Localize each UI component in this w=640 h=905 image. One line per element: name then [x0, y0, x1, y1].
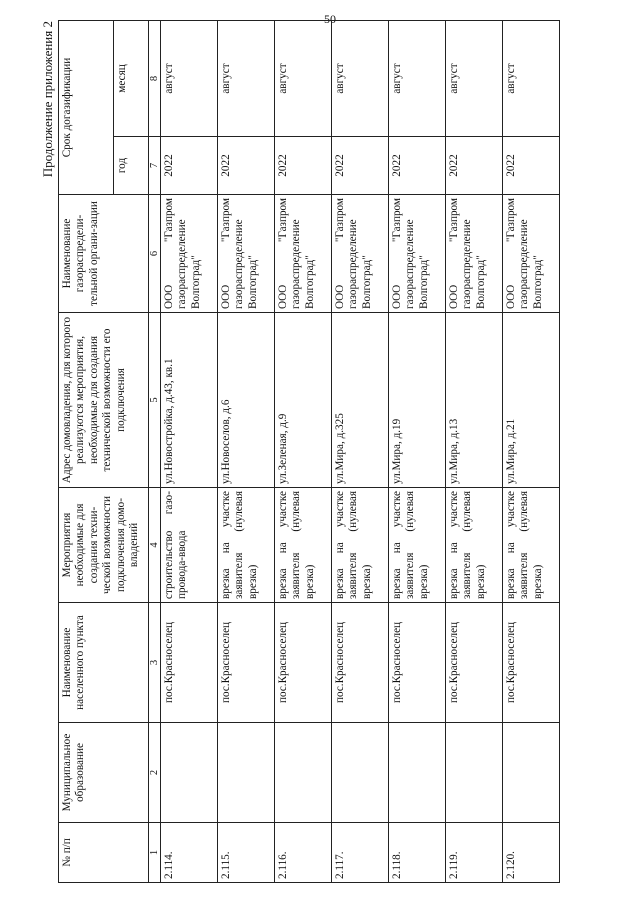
row-month: август [218, 21, 275, 137]
row-address: ул.Мира, д.325 [332, 313, 389, 488]
row-year: 2022 [389, 137, 446, 195]
row-org: ООО "Газпром газораспределение Волгоград" [218, 195, 275, 313]
row-settlement: пос.Красноселец [389, 603, 446, 723]
row-org: ООО "Газпром газораспределение Волгоград" [275, 195, 332, 313]
row-month: август [275, 21, 332, 137]
row-address: ул.Зеленая, д.9 [275, 313, 332, 488]
col-index: 3 [149, 603, 161, 723]
col-index: 2 [149, 723, 161, 823]
page-caption: Продолжение приложения 2 [40, 21, 55, 178]
row-number: 2.114. [161, 823, 218, 883]
row-year: 2022 [161, 137, 218, 195]
row-settlement: пос.Красноселец [275, 603, 332, 723]
row-measure: строительство газо-провода-ввода [161, 488, 218, 603]
page-number: 50 [324, 12, 336, 26]
row-number: 2.116. [275, 823, 332, 883]
row-number: 2.115. [218, 823, 275, 883]
row-municipality [275, 723, 332, 823]
row-org: ООО "Газпром газораспределение Волгоград" [503, 195, 560, 313]
table-row [446, 21, 503, 883]
row-month: август [389, 21, 446, 137]
row-municipality [161, 723, 218, 823]
header-settlement: Наименование населенного пункта [59, 603, 149, 723]
row-year: 2022 [446, 137, 503, 195]
col-index: 7 [149, 137, 161, 195]
row-month: август [161, 21, 218, 137]
row-year: 2022 [332, 137, 389, 195]
row-address: ул.Мира, д.13 [446, 313, 503, 488]
row-address: ул.Мира, д.21 [503, 313, 560, 488]
row-address: ул.Новоселов, д.6 [218, 313, 275, 488]
table-row [218, 21, 275, 883]
row-measure: врезка на участке заявителя (нулевая врезка) [275, 488, 332, 603]
row-number: 2.119. [446, 823, 503, 883]
row-municipality [503, 723, 560, 823]
row-number: 2.118. [389, 823, 446, 883]
row-year: 2022 [218, 137, 275, 195]
header-org: Наименование газораспредели-тельной органи-зации [59, 195, 149, 313]
header-municipality: Муниципальное образование [59, 723, 149, 823]
row-org: ООО "Газпром газораспределение Волгоград" [332, 195, 389, 313]
header-address: Адрес домовладения, для которого реализуются мероприятия, необходимые для создания технической возможности его подключения [59, 313, 149, 488]
row-org: ООО "Газпром газораспределение Волгоград" [161, 195, 218, 313]
col-index: 5 [149, 313, 161, 488]
row-org: ООО "Газпром газораспределение Волгоград" [446, 195, 503, 313]
col-index: 6 [149, 195, 161, 313]
header-month: месяц [114, 21, 149, 137]
row-measure: врезка на участке заявителя (нулевая врезка) [446, 488, 503, 603]
row-number: 2.117. [332, 823, 389, 883]
col-index: 1 [149, 823, 161, 883]
row-settlement: пос.Красноселец [218, 603, 275, 723]
row-municipality [332, 723, 389, 823]
col-index: 8 [149, 21, 161, 137]
row-measure: врезка на участке заявителя (нулевая врезка) [389, 488, 446, 603]
header-num: № п/п [59, 823, 149, 883]
row-measure: врезка на участке заявителя (нулевая врезка) [332, 488, 389, 603]
header-year: год [114, 137, 149, 195]
table-row [503, 21, 560, 883]
row-measure: врезка на участке заявителя (нулевая врезка) [218, 488, 275, 603]
row-org: ООО "Газпром газораспределение Волгоград" [389, 195, 446, 313]
header-term: Срок догазификации [59, 21, 114, 195]
column-index-row [149, 21, 161, 883]
row-year: 2022 [275, 137, 332, 195]
col-index: 4 [149, 488, 161, 603]
row-month: август [446, 21, 503, 137]
row-settlement: пос.Красноселец [161, 603, 218, 723]
row-settlement: пос.Красноселец [446, 603, 503, 723]
row-year: 2022 [503, 137, 560, 195]
table-row [161, 21, 218, 883]
row-address: ул.Мира, д.19 [389, 313, 446, 488]
row-address: ул.Новостройка, д.43, кв.1 [161, 313, 218, 488]
row-settlement: пос.Красноселец [503, 603, 560, 723]
row-municipality [218, 723, 275, 823]
gasification-table [58, 20, 560, 883]
table-row [275, 21, 332, 883]
table-row [332, 21, 389, 883]
row-month: август [503, 21, 560, 137]
rotated-page-content [40, 21, 640, 883]
row-measure: врезка на участке заявителя (нулевая врезка) [503, 488, 560, 603]
table-row [389, 21, 446, 883]
row-month: август [332, 21, 389, 137]
row-municipality [389, 723, 446, 823]
row-municipality [446, 723, 503, 823]
header-measures: Мероприятия необходимые для создания техни-ческой возможности подключения домо-владений [59, 488, 149, 603]
row-settlement: пос.Красноселец [332, 603, 389, 723]
row-number: 2.120. [503, 823, 560, 883]
